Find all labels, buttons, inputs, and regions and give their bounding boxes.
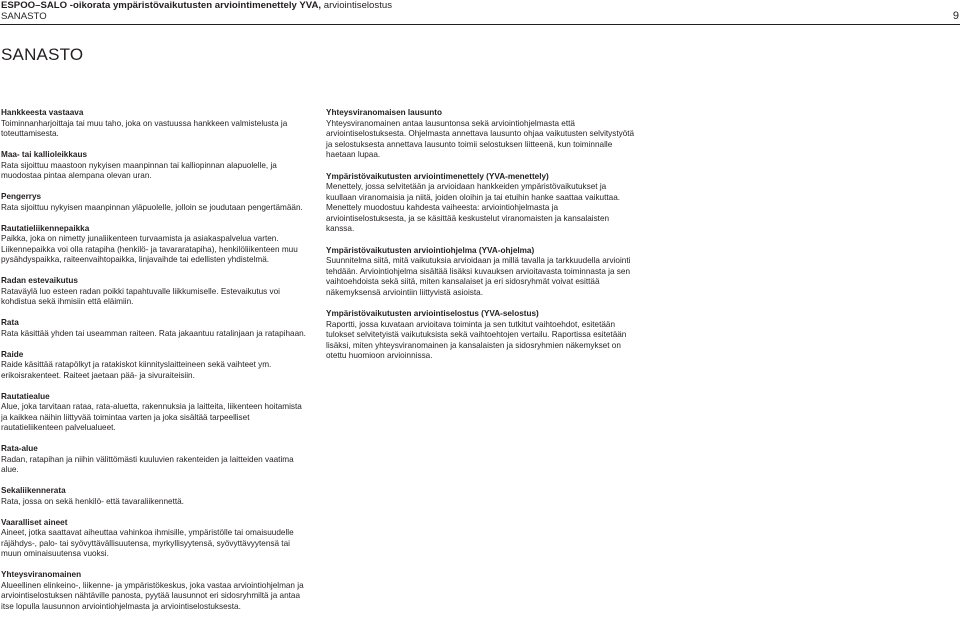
- document-title: [1, 0, 392, 11]
- document-title-rest: arviointiselostus: [323, 0, 392, 11]
- header-divider: [0, 24, 960, 25]
- glossary-entry: [1, 570, 309, 612]
- glossary-entry: [1, 276, 309, 308]
- glossary-definition: Rata, jossa on sekä henkilö- että tavaraliikennettä.: [1, 496, 184, 506]
- glossary-entry: [326, 246, 638, 299]
- glossary-entry: [326, 108, 638, 161]
- glossary-term: Yhteysviranomainen: [1, 570, 82, 579]
- glossary-entry: [1, 444, 309, 476]
- glossary-term: Sekaliikennerata: [1, 486, 66, 495]
- glossary-term: Rautatieliikennepaikka: [1, 223, 90, 233]
- section-name: SANASTO: [1, 11, 47, 22]
- glossary-definition: Alueellinen elinkeino-, liikenne- ja ympäristökeskus, joka vastaa arviointiohjelman ja arviointiselostuksen nähtäville panosta, pyytää lausunnot eri sidosryhmiltä ja antaa itse lopulla lausunnon arviointiohjelmasta ja arviointiselostuksesta.: [1, 580, 304, 611]
- glossary-term: Raide: [1, 349, 24, 359]
- glossary-term: Ympäristövaikutusten arviointiselostus (YVA-selostus): [326, 309, 539, 318]
- glossary-entry: [1, 108, 309, 140]
- glossary-term: Rata: [1, 318, 19, 327]
- glossary-term: Ympäristövaikutusten arviointiohjelma (YVA-ohjelma): [326, 245, 535, 255]
- glossary-term: Radan estevaikutus: [1, 276, 78, 285]
- glossary-definition: Yhteysviranomainen antaa lausuntonsa sekä arviointiohjelmasta että arviointiselostuksesta. Ohjelmasta annettava lausunto ohjaa vaikutusten selvitystyötä ja selostuksesta annettava lausunto toimii selostuksen liitteenä, kun toiminnalle haetaan lupaa.: [326, 118, 635, 159]
- glossary-definition: Toiminnanharjoittaja tai muu taho, joka on vastuussa hankkeen valmistelusta ja toteuttamisesta.: [1, 118, 288, 138]
- glossary-entry: [1, 392, 309, 434]
- left-column: [1, 108, 309, 623]
- glossary-entry: [1, 192, 309, 213]
- glossary-definition: Suunnitelma siitä, mitä vaikutuksia arvioidaan ja millä tavalla ja tarkkuudella arviointi tehdään. Arviointiohjelma sisältää lisäksi kuvauksen arvioitavasta toiminnasta ja sen vaihtoehdoista sekä siitä, miten kansalaiset ja eri sidosryhmät voivat esittää näkemyksensä arviointiin liittyvistä asioista.: [326, 256, 631, 297]
- glossary-entry: [1, 518, 309, 560]
- glossary-term: Yhteysviranomaisen lausunto: [326, 108, 443, 117]
- glossary-term: Vaaralliset aineet: [1, 517, 68, 527]
- glossary-definition: Rataväylä luo esteen radan poikki tapahtuvalle liikkumiselle. Estevaikutus voi kohdistua sekä ihmisiin että eläimiin.: [1, 286, 280, 306]
- page-title: SANASTO: [1, 45, 84, 64]
- glossary-entry: [326, 309, 638, 362]
- glossary-definition: Alue, joka tarvitaan rataa, rata-aluetta, rakennuksia ja laitteita, liikenteen hoitamista ja kaikkea näihin liittyvää toimintaa varten ja joka sisältää tarpeelliset rautatieliikenteen palvelualueet.: [1, 402, 302, 432]
- document-title-bold: ESPOO–SALO -oikorata ympäristövaikutusten arviointimenettely YVA,: [1, 0, 322, 11]
- glossary-entry: [1, 150, 309, 182]
- glossary-definition: Rata käsittää yhden tai useamman raiteen. Rata jakaantuu ratalinjaan ja ratapihaan.: [1, 328, 306, 338]
- page-number: 9: [952, 10, 959, 22]
- glossary-definition: Paikka, joka on nimetty junaliikenteen turvaamista ja asiakaspalvelua varten. Liikennepaikka voi olla ratapiha (henkilö- ja tavararatapiha), henkilöliikenteen muu pysähdyspaikka, raiteenvaihtopaikka, linjavaihde tai edellisten yhdistelmä.: [1, 234, 298, 264]
- glossary-term: Rata-alue: [1, 444, 38, 453]
- glossary-definition: Raide käsittää ratapölkyt ja ratakiskot kiinnityslaitteineen sekä vaihteet ym. erikoisrakenteet. Raiteet jaetaan pää- ja sivuraiteisiin.: [1, 360, 272, 380]
- glossary-term: Rautatiealue: [1, 391, 50, 401]
- glossary-definition: Menettely, jossa selvitetään ja arvioidaan hankkeiden ympäristövaikutukset ja kuullaan viranomaisia ja niitä, joiden oloihin ja tai etuihin hanke saattaa vaikuttaa. Menettely muodostuu kahdesta vaiheesta: arviointiohjelmasta ja arviointiselostuksesta, ja se käsittää keskustelut viranomaisten ja kansalaisten kanssa.: [326, 182, 621, 233]
- glossary-definition: Aineet, jotka saattavat aiheuttaa vahinkoa ihmisille, ympäristölle tai omaisuudelle räjähdys-, palo- tai syövyttävällisuutensa, myrkyllisyytensä, syövyttävyytensä tai muun ominaisuutensa vuoksi.: [1, 528, 294, 558]
- glossary-definition: Radan, ratapihan ja niihin välittömästi kuuluvien rakenteiden ja laitteiden vaatima alue.: [1, 454, 294, 474]
- right-column: [326, 108, 638, 373]
- glossary-entry: [326, 172, 638, 235]
- glossary-term: Maa- tai kallioleikkaus: [1, 150, 88, 159]
- glossary-definition: Rata sijoittuu nykyisen maanpinnan yläpuolelle, jolloin se joudutaan pengertämään.: [1, 202, 303, 212]
- glossary-term: Pengerrys: [1, 192, 42, 201]
- glossary-definition: Rata sijoittuu maastoon nykyisen maanpinnan tai kalliopinnan alapuolelle, ja muodostaa pintaa alempana olevan uran.: [1, 160, 277, 180]
- glossary-term: Hankkeesta vastaava: [1, 108, 84, 117]
- glossary-entry: [1, 224, 309, 266]
- glossary-definition: Raportti, jossa kuvataan arvioitava toiminta ja sen tutkitut vaihtoehdot, esitetään tulokset selvitetyistä vaikutuksista sekä vaihtoehtojen vertailu. Raportissa esitetään lisäksi, miten yhteysviranomainen ja kansalaisten ja sidosryhmien näkemykset on otettu huomioon arvioinnissa.: [326, 319, 627, 360]
- glossary-entry: [1, 486, 309, 507]
- glossary-entry: [1, 318, 309, 339]
- glossary-term: Ympäristövaikutusten arviointimenettely (YVA-menettely): [326, 171, 549, 181]
- glossary-entry: [1, 350, 309, 382]
